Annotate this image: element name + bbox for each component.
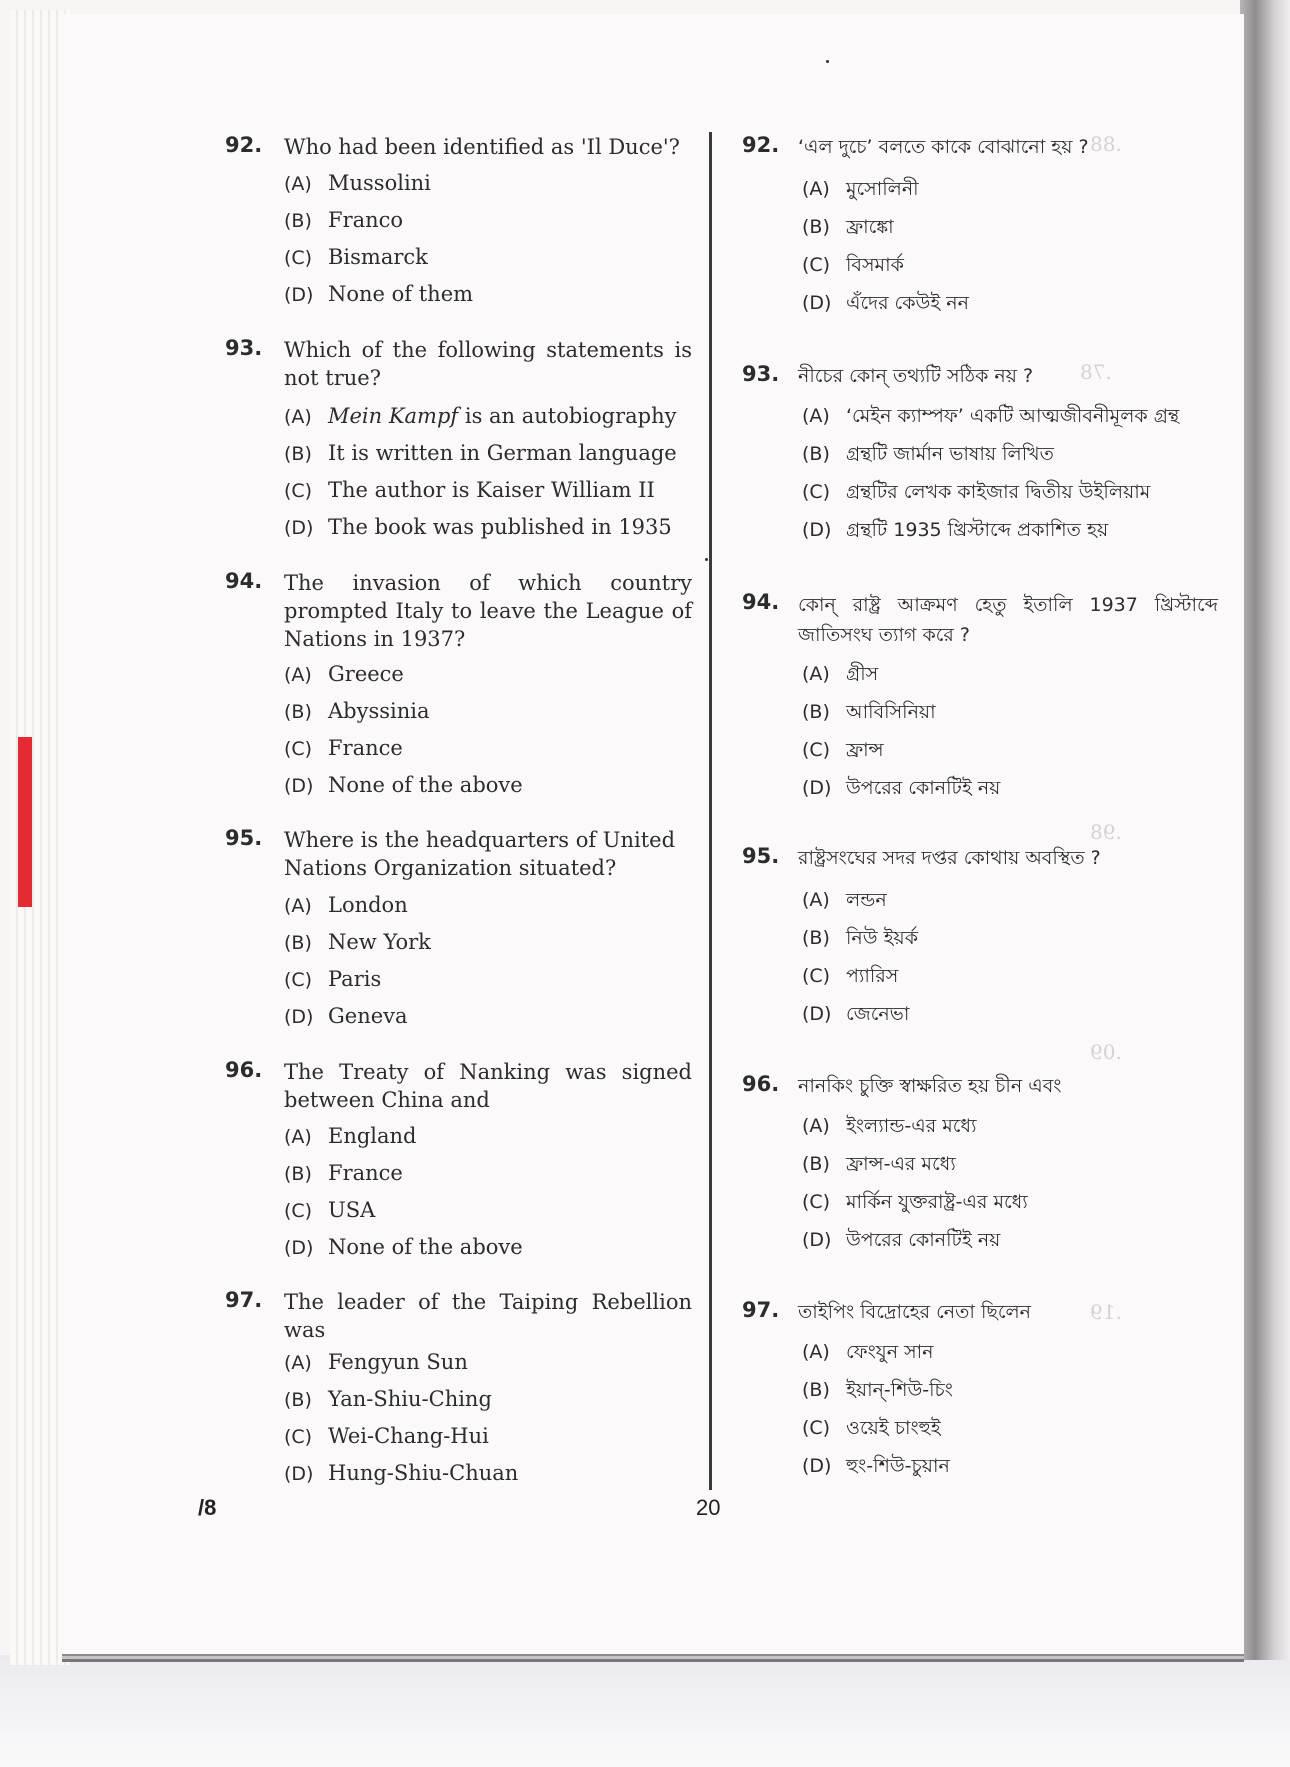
question-text: ‘এল দুচে’ বলতে কাকে বোঝানো হয় ? [798, 136, 1089, 158]
option-c[interactable]: (C) France [284, 736, 403, 760]
option-d[interactable]: (D) জেনেভা [802, 1003, 910, 1025]
footer-code: /8 [198, 1495, 217, 1520]
option-c[interactable]: (C) Wei-Chang-Hui [284, 1424, 489, 1448]
option-b[interactable]: (B) It is written in German language [284, 441, 677, 465]
scan-speck [705, 558, 708, 561]
option-a[interactable]: (A) Mussolini [284, 171, 431, 195]
option-b[interactable]: (B) ইয়ান্-শিউ-চিং [802, 1379, 953, 1401]
option-a[interactable]: (A) লন্ডন [802, 889, 887, 911]
option-b[interactable]: (B) New York [284, 930, 431, 954]
question-number: 95. [225, 826, 263, 850]
option-d[interactable]: (D) Geneva [284, 1004, 408, 1028]
option-a[interactable]: (A) Greece [284, 662, 404, 686]
question-text: Which of the following statements is not true? [284, 338, 692, 390]
option-d[interactable]: (D) উপরের কোনটিই নয় [802, 1229, 1001, 1251]
question-number: 97. [225, 1288, 263, 1312]
question-text: The invasion of which country prompted Italy to leave the League of Nations in 1937? [284, 571, 692, 651]
question-number: 94. [742, 590, 780, 614]
option-b[interactable]: (B) নিউ ইয়র্ক [802, 927, 918, 949]
question-text: Who had been identified as 'Il Duce'? [284, 135, 680, 159]
bleed-through-text: .09 [1090, 1040, 1122, 1064]
question-text: নানকিং চুক্তি স্বাক্ষরিত হয় চীন এবং [798, 1075, 1062, 1097]
question-number: 96. [225, 1058, 263, 1082]
question-number: 93. [742, 362, 780, 386]
bleed-through-text: .78 [1080, 360, 1112, 384]
option-c[interactable]: (C) মার্কিন যুক্তরাষ্ট্র-এর মধ্যে [802, 1191, 1028, 1213]
option-c[interactable]: (C) USA [284, 1198, 376, 1222]
option-d[interactable]: (D) The book was published in 1935 [284, 515, 672, 539]
option-c[interactable]: (C) Paris [284, 967, 382, 991]
option-d[interactable]: (D) None of them [284, 282, 474, 306]
question-text: Where is the headquarters of United Nations Organization situated? [284, 828, 676, 880]
option-b[interactable]: (B) ফ্রান্স-এর মধ্যে [802, 1153, 956, 1175]
option-a[interactable]: (A) গ্রীস [802, 663, 879, 685]
option-b[interactable]: (B) আবিসিনিয়া [802, 701, 936, 723]
option-b[interactable]: (B) ফ্রাঙ্কো [802, 216, 894, 238]
question-number: 92. [742, 133, 780, 157]
option-a[interactable]: (A) Mein Kampf is an autobiography [284, 404, 677, 428]
question-text: তাইপিং বিদ্রোহের নেতা ছিলেন [798, 1301, 1032, 1323]
option-a[interactable]: (A) ‘মেইন ক্যাম্পফ’ একটি আত্মজীবনীমূলক গ্রন্থ [802, 405, 1180, 427]
option-a[interactable]: (A) ফেংযুন সান [802, 1341, 934, 1363]
option-d[interactable]: (D) এঁদের কেউই নন [802, 292, 969, 314]
question-number: 93. [225, 336, 263, 360]
option-b[interactable]: (B) Yan-Shiu-Ching [284, 1387, 492, 1411]
option-d[interactable]: (D) Hung-Shiu-Chuan [284, 1461, 519, 1485]
bleed-through-text: .98 [1090, 820, 1122, 844]
question-number: 92. [225, 133, 263, 157]
option-d[interactable]: (D) None of the above [284, 773, 523, 797]
option-c[interactable]: (C) Bismarck [284, 245, 428, 269]
option-d[interactable]: (D) None of the above [284, 1235, 523, 1259]
question-text: The Treaty of Nanking was signed between China and [284, 1060, 692, 1112]
bleed-through-text: .19 [1090, 1300, 1122, 1324]
option-c[interactable]: (C) ওয়েই চাংহুই [802, 1417, 941, 1439]
scan-speck [826, 60, 829, 63]
question-text: কোন্ রাষ্ট্র আক্রমণ হেতু ইতালি 1937 খ্রিস্টাব্দে জাতিসংঘ ত্যাগ করে ? [798, 594, 1218, 646]
question-text: The leader of the Taiping Rebellion was [284, 1290, 692, 1342]
question-text: রাষ্ট্রসংঘের সদর দপ্তর কোথায় অবস্থিত ? [798, 847, 1101, 869]
bleed-through-text: .88 [1090, 132, 1122, 156]
option-d[interactable]: (D) উপরের কোনটিই নয় [802, 777, 1001, 799]
option-b[interactable]: (B) গ্রন্থটি জার্মান ভাষায় লিখিত [802, 443, 1054, 465]
option-c[interactable]: (C) ফ্রান্স [802, 739, 884, 761]
option-c[interactable]: (C) বিসমার্ক [802, 254, 904, 276]
question-text: নীচের কোন্ তথ্যটি সঠিক নয় ? [798, 365, 1034, 387]
option-a[interactable]: (A) England [284, 1124, 417, 1148]
option-c[interactable]: (C) গ্রন্থটির লেখক কাইজার দ্বিতীয় উইলিয়াম [802, 481, 1151, 503]
option-a[interactable]: (A) ইংল্যান্ড-এর মধ্যে [802, 1115, 977, 1137]
option-d[interactable]: (D) হুং-শিউ-চুয়ান [802, 1455, 950, 1477]
question-number: 97. [742, 1298, 780, 1322]
option-d[interactable]: (D) গ্রন্থটি 1935 খ্রিস্টাব্দে প্রকাশিত হয় [802, 519, 1109, 541]
column-divider [709, 132, 712, 1490]
question-number: 96. [742, 1072, 780, 1096]
question-number: 95. [742, 844, 780, 868]
page-number: 20 [696, 1495, 721, 1520]
option-a[interactable]: (A) Fengyun Sun [284, 1350, 468, 1374]
option-a[interactable]: (A) London [284, 893, 408, 917]
option-b[interactable]: (B) Abyssinia [284, 699, 430, 723]
option-b[interactable]: (B) France [284, 1161, 403, 1185]
question-number: 94. [225, 569, 263, 593]
option-a[interactable]: (A) মুসোলিনী [802, 178, 919, 200]
option-c[interactable]: (C) The author is Kaiser William II [284, 478, 655, 502]
option-c[interactable]: (C) প্যারিস [802, 965, 899, 987]
option-b[interactable]: (B) Franco [284, 208, 404, 232]
